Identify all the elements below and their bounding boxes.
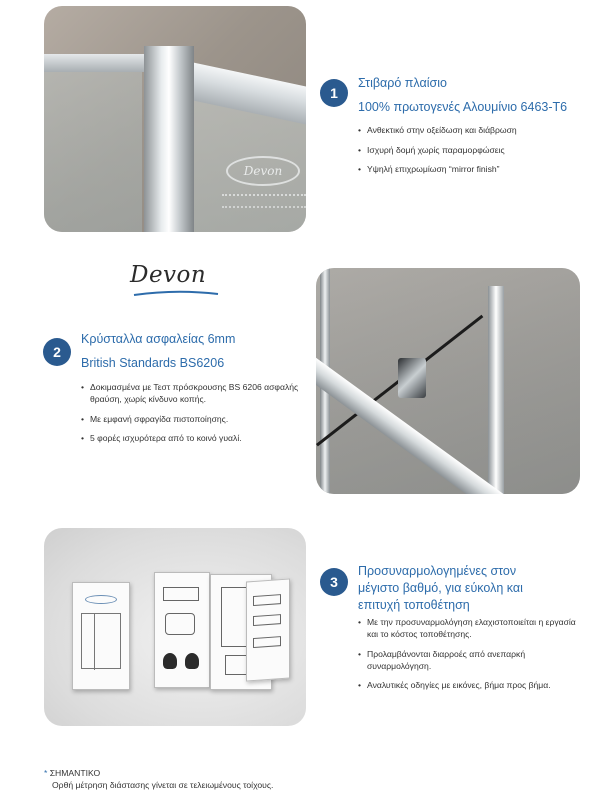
frame-post xyxy=(144,46,194,232)
manual-sketch xyxy=(165,613,195,635)
manual-cover-drawing xyxy=(81,613,121,669)
manual-page xyxy=(246,578,290,681)
list-item: • Υψηλή επιχρωμίωση “mirror finish” xyxy=(358,163,588,175)
manual-figure xyxy=(185,653,199,669)
list-item: • 5 φορές ισχυρότερα από το κοινό γυαλί. xyxy=(81,432,301,444)
bar-clamp xyxy=(398,358,426,398)
manual-sketch xyxy=(253,594,281,606)
list-item: • Αναλυτικές οδηγίες με εικόνες, βήμα προς βήμα. xyxy=(358,679,578,691)
manual-cover xyxy=(72,582,130,690)
list-item: • Με εμφανή σφραγίδα πιστοποίησης. xyxy=(81,413,301,425)
manual-sketch xyxy=(253,636,281,648)
glass-etched-logo xyxy=(226,156,300,186)
section-1-heading-line-2: 100% πρωτογενές Αλουμίνιο 6463-T6 xyxy=(358,100,568,114)
list-item: • Ισχυρή δομή χωρίς παραμορφώσεις xyxy=(358,144,588,156)
installation-manual-photo xyxy=(44,528,306,726)
devon-logo xyxy=(130,262,222,302)
manual-page xyxy=(154,572,210,688)
list-item: • Προλαμβάνονται διαρροές από ανεπαρκή συναρμολόγηση. xyxy=(358,648,578,672)
section-2-bullet-list xyxy=(81,381,301,452)
asterisk-icon: * xyxy=(44,768,48,778)
important-note-text: Ορθή μέτρηση διάστασης γίνεται σε τελειωμένους τοίχους. xyxy=(52,780,274,790)
important-note xyxy=(44,767,273,791)
section-1-number-badge: 1 xyxy=(320,79,348,107)
logo-swoosh-icon xyxy=(132,290,220,298)
section-3-heading: Προσυναρμολογημένες στον μέγιστο βαθμό, για εύκολη και επιτυχή τοποθέτηση xyxy=(358,564,523,612)
section-1-bullet-list xyxy=(358,124,588,183)
section-2-heading-line-2: British Standards BS6206 xyxy=(81,356,225,370)
glass-etched-logo-text: Devon xyxy=(243,164,283,178)
shower-frame-corner-photo xyxy=(44,6,306,232)
frame-rail xyxy=(44,54,148,72)
glass-etched-marking xyxy=(222,194,306,208)
glass-panel xyxy=(44,68,142,232)
list-item: • Με την προσυναρμολόγηση ελαχιστοποιείται η εργασία και το κόστος τοποθέτησης. xyxy=(358,616,578,640)
list-item: • Ανθεκτικό στην οξείδωση και διάβρωση xyxy=(358,124,588,136)
section-3-bullet-list xyxy=(358,616,578,699)
important-note-title: ΣΗΜΑΝΤΙΚΟ xyxy=(49,768,101,778)
list-item: • Δοκιμασμένα με Τεστ πρόσκρουσης BS 6206 ασφαλής θραύση, χωρίς κίνδυνο κοπής. xyxy=(81,381,301,405)
manual-brand-mark xyxy=(85,595,117,604)
manual-figure xyxy=(163,653,177,669)
frame-post xyxy=(488,286,504,494)
devon-logo-text: Devon xyxy=(130,262,207,288)
manual-sketch xyxy=(163,587,199,601)
section-2-number-badge: 2 xyxy=(43,338,71,366)
section-1-heading-line-1: Στιβαρό πλαίσιο xyxy=(358,76,447,90)
manual-sketch xyxy=(253,614,281,626)
section-2-heading-line-1: Κρύσταλλα ασφαλείας 6mm xyxy=(81,332,236,346)
section-3-number-badge: 3 xyxy=(320,568,348,596)
hinge-detail-photo xyxy=(316,268,580,494)
